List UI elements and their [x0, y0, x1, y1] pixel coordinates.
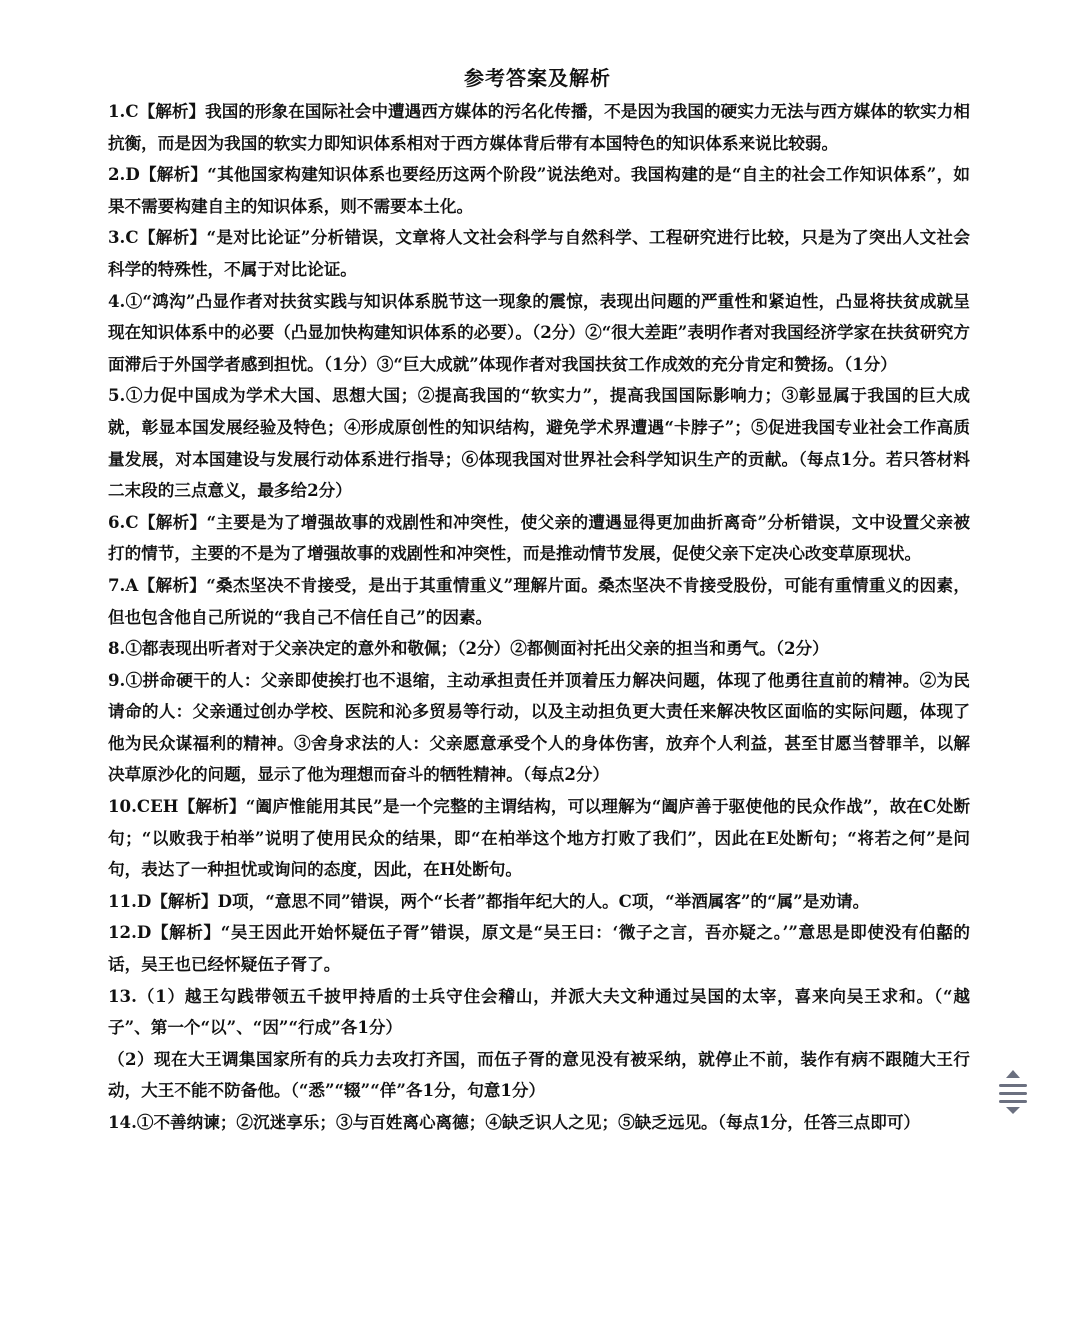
- page-title: 参考答案及解析: [464, 66, 611, 90]
- answer-item-4: 4.①“鸿沟”凸显作者对扶贫实践与知识体系脱节这一现象的震惊，表现出问题的严重性和紧迫性，凸显将扶贫成就呈现在知识体系中的必要（凸显加快构建知识体系的必要）。（2分）②“很大差距”表明作者对我国经济学家在扶贫研究方面滞后于外国学者感到担忧。（1分）③“巨大成就”体现作者对我国扶贫工作成效的充分肯定和赞扬。（1分）: [108, 290, 970, 374]
- answer-item-8: 8.①都表现出听者对于父亲决定的意外和敬佩；（2分）②都侧面衬托出父亲的担当和勇气。（2分）: [108, 638, 829, 659]
- answer-item-10: 10.CEH【解析】“阖庐惟能用其民”是一个完整的主谓结构，可以理解为“阖庐善于驱使他的民众作战”，故在C处断句；“以败我于柏举”说明了使用民众的结果，即“在柏举这个地方打败了我们”，因此在E处断句；“将若之何”是问句，表达了一种担忧或询问的态度，因此，在H处断句。: [108, 796, 970, 880]
- answer-list: [108, 96, 970, 1139]
- answer-item-13-part-2: （2）现在大王调集国家所有的兵力去攻打齐国，而伍子胥的意见没有被采纳，就停止不前，装作有病不跟随大王行动，大王不能不防备他。（“悉”“辍”“佯”各1分，句意1分）: [108, 1048, 970, 1101]
- answer-item-9: 9.①拼命硬干的人：父亲即使挨打也不退缩，主动承担责任并顶着压力解决问题，体现了他勇往直前的精神。②为民请命的人：父亲通过创办学校、医院和沁多贸易等行动，以及主动担负更大责任来解决牧区面临的实际问题，体现了他为民众谋福利的精神。③舍身求法的人：父亲愿意承受个人的身体伤害，放弃个人利益，甚至甘愿当替罪羊，以解决草原沙化的问题，显示了他为理想而奋斗的牺牲精神。（每点2分）: [108, 669, 970, 785]
- answer-item-12: 12.D【解析】“吴王因此开始怀疑伍子胥”错误，原文是“吴王曰：‘微子之言，吾亦疑之。’”意思是即使没有伯嚭的话，吴王也已经怀疑伍子胥了。: [108, 922, 970, 975]
- answer-item-11: 11.D【解析】D项，“意思不同”错误，两个“长者”都指年纪大的人。C项，“举酒属客”的“属”是劝请。: [108, 890, 870, 911]
- answer-item-7: 7.A【解析】“桑杰坚决不肯接受，是出于其重情重义”理解片面。桑杰坚决不肯接受股份，可能有重情重义的因素，但也包含他自己所说的“我自己不信任自己”的因素。: [108, 574, 970, 627]
- answer-item-13-part-1: 13.（1）越王勾践带领五千披甲持盾的士兵守住会稽山，并派大夫文种通过吴国的太宰，喜来向吴王求和。（“越子”、第一个“以”、“因”“行成”各1分）: [108, 985, 970, 1038]
- answer-item-5: 5.①力促中国成为学术大国、思想大国；②提高我国的“软实力”，提高我国国际影响力；③彰显属于我国的巨大成就，彰显本国发展经验及特色；④形成原创性的知识结构，避免学术界遭遇“卡脖子”；⑤促进我国专业社会工作高质量发展，对本国建设与发展行动体系进行指导；⑥体现我国对世界社会科学知识生产的贡献。（每点1分。若只答材料二末段的三点意义，最多给2分）: [108, 385, 970, 501]
- scroll-up-down-icon[interactable]: [996, 1068, 1030, 1116]
- answer-item-2: 2.D【解析】“其他国家构建知识体系也要经历这两个阶段”说法绝对。我国构建的是“自主的社会工作知识体系”，如果不需要构建自主的知识体系，则不需要本土化。: [108, 164, 970, 216]
- answer-item-1: 1.C【解析】我国的形象在国际社会中遭遇西方媒体的污名化传播，不是因为我国的硬实力无法与西方媒体的软实力相抗衡，而是因为我国的软实力即知识体系相对于西方媒体背后带有本国特色的知识体系来说比较弱。: [108, 101, 970, 153]
- answer-item-6: 6.C【解析】“主要是为了增强故事的戏剧性和冲突性，使父亲的遭遇显得更加曲折离奇”分析错误，文中设置父亲被打的情节，主要的不是为了增强故事的戏剧性和冲突性，而是推动情节发展，促使父亲下定决心改变草原现状。: [108, 511, 970, 564]
- answer-item-14: 14.①不善纳谏；②沉迷享乐；③与百姓离心离德；④缺乏识人之见；⑤缺乏远见。（每点1分，任答三点即可）: [108, 1112, 921, 1132]
- answer-item-3: 3.C【解析】“是对比论证”分析错误，文章将人文社会科学与自然科学、工程研究进行比较，只是为了突出人文社会科学的特殊性，不属于对比论证。: [108, 227, 970, 279]
